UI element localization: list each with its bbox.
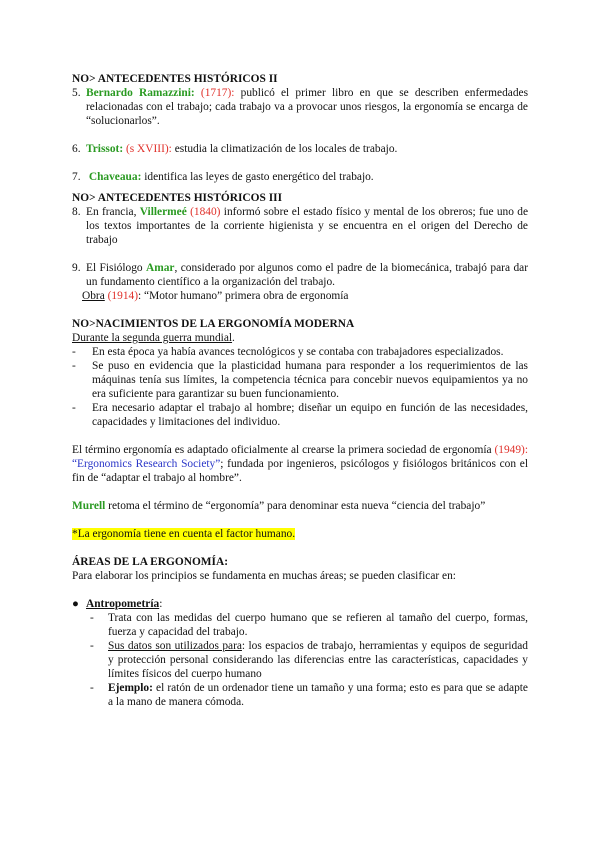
item-text: identifica las leyes de gasto energético del trabajo.	[141, 171, 374, 183]
section-heading-areas: ÁREAS DE LA ERGONOMÍA:	[72, 556, 229, 568]
list-item: - Ejemplo: el ratón de un ordenador tiene un tamaño y una forma; esto es para que se adapte a la mano de manera cómoda.	[90, 682, 528, 708]
item-number: 9.	[72, 262, 81, 274]
year: (s XVIII):	[125, 143, 172, 155]
section-heading-nacimientos: NO>NACIMIENTOS DE LA ERGONOMÍA MODERNA	[72, 318, 355, 330]
item-text: estudia la climatización de los locales de trabajo.	[171, 143, 398, 155]
list-item: - Era necesario adaptar el trabajo al hombre; diseñar un equipo en función de las necesidades, capacidades y limitaciones del individuo.	[72, 402, 528, 428]
list-item: - Sus datos son utilizados para: los espacios de trabajo, herramientas y equipos de seguridad y protección personal considerando las diferencias entre las características, capacidades y límites físicos del cuerpo humano	[90, 640, 528, 680]
paragraph-murell: Murell retoma el término de “ergonomía” para denominar esta nueva “ciencia del trabajo”	[72, 500, 486, 512]
item-text: publicó el primer libro en que se describen enfermedades relacionadas con el trabajo; cada trabajo va a provocar unos riesgos, la ergonomía se encarga de “solucionarlos”.	[86, 87, 528, 127]
section-heading-antecedentes-iii: NO> ANTECEDENTES HISTÓRICOS III	[72, 192, 283, 204]
item-text: informó sobre el estado físico y mental de los obreros; fue uno de los textos importantes de la corriente higienista y se encuentra en el origen del Derecho de trabajo	[86, 206, 528, 246]
subheading: Durante la segunda guerra mundial.	[72, 332, 235, 344]
person-name: Trissot:	[86, 143, 124, 155]
list-item-5	[72, 86, 528, 128]
bullet-icon: ●	[72, 598, 79, 610]
areas-intro: Para elaborar los principios se fundamenta en muchas áreas; se pueden clasificar en:	[72, 570, 456, 582]
item-number: 6.	[72, 143, 81, 155]
list-item-6	[72, 142, 528, 156]
year: (1914)	[107, 290, 139, 302]
list-item-7	[72, 170, 528, 184]
dash-list	[72, 345, 528, 429]
item-text: , considerado por algunos como el padre de la biomecánica, trabajó para dar un fundamento científico a la organización del trabajo.	[86, 262, 528, 288]
item-number: 7.	[72, 171, 81, 183]
obra-line: Obra (1914): “Motor humano” primera obra de ergonomía	[82, 290, 349, 302]
society-name: “Ergonomics Research Society”	[72, 458, 221, 470]
list-item-8: 8. En francia, Villermeé (1840) informó sobre el estado físico y mental de los obreros; fue uno de los textos importantes de la corriente higienista y se encuentra en el origen del Derecho de trabajo	[72, 206, 528, 246]
obra-label: Obra	[82, 290, 105, 302]
person-name: Villermeé	[139, 206, 187, 218]
document-page	[72, 72, 528, 709]
list-item: - En esta época ya había avances tecnológicos y se contaba con trabajadores especializados.	[72, 346, 504, 358]
person-name: Bernardo Ramazzini:	[86, 87, 195, 99]
antropometria-sub-list	[90, 611, 528, 709]
highlight-note: *La ergonomía tiene en cuenta el factor humano.	[72, 528, 296, 540]
item-number: 8.	[72, 206, 81, 218]
year: (1949):	[494, 444, 528, 456]
year: (1840)	[190, 206, 221, 218]
section-heading-antecedentes-ii: NO> ANTECEDENTES HISTÓRICOS II	[72, 73, 278, 85]
list-item-9: 9. El Fisiólogo Amar, considerado por algunos como el padre de la biomecánica, trabajó para dar un fundamento científico a la organización del trabajo.	[72, 262, 528, 288]
person-name: Murell	[72, 500, 106, 512]
list-item: - Trata con las medidas del cuerpo humano que se refieren al tamaño del cuerpo, formas, fuerza y capacidad del trabajo.	[90, 612, 528, 638]
item-number: 5.	[72, 87, 81, 99]
list-item: - Se puso en evidencia que la plasticidad humana para responder a los requerimientos de las máquinas tenía sus límites, la competencia técnica para concebir nuevos equipamientos ya no era suficiente para garantizar su buen funcionamiento.	[72, 360, 528, 400]
paragraph-ergonomics-society: El término ergonomía es adaptado oficialmente al crearse la primera sociedad de ergonomía (1949): “Ergonomics Research Society”; fundada por ingenieros, psicólogos y fisiólogos británicos con el fin de “adaptar el trabajo al hombre”.	[72, 444, 528, 484]
year: (1717):	[200, 87, 235, 99]
person-name: Chaveaua:	[88, 171, 142, 183]
person-name: Amar	[146, 262, 175, 274]
bullet-antropometria: ● Antropometría:	[72, 598, 163, 610]
